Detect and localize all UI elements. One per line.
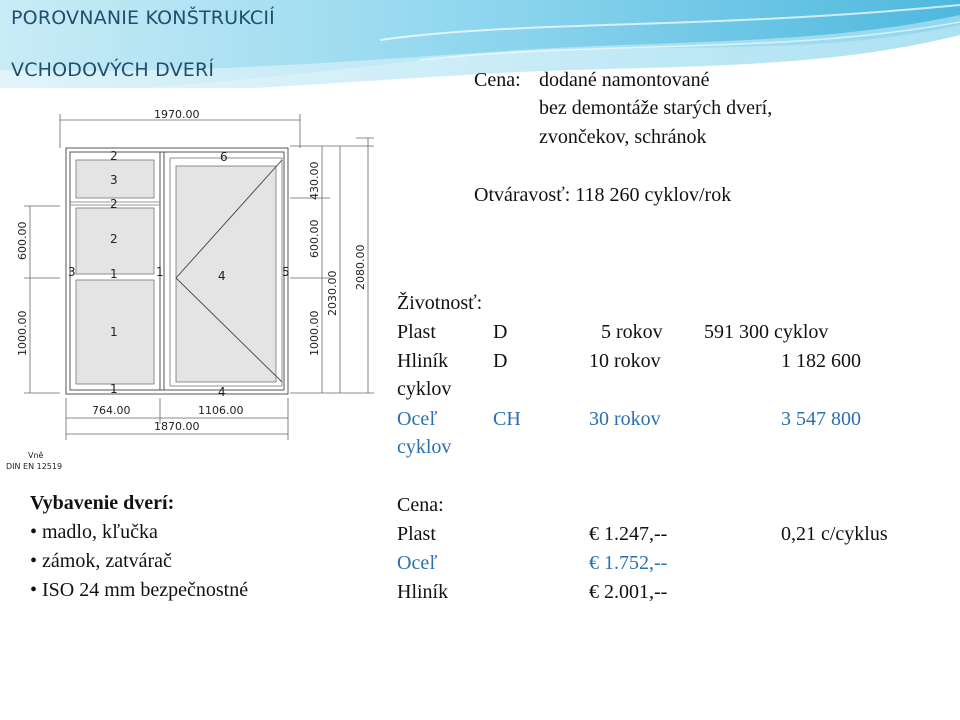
pane-label: 4 — [218, 269, 226, 283]
drawing-note: Vně — [28, 451, 44, 460]
cost-per-cycle: 0,21 c/cyklus — [781, 523, 888, 545]
cost-material: Hliník — [397, 581, 449, 603]
dim-right-600: 600.00 — [308, 219, 321, 258]
pane-label: 1 — [110, 267, 118, 281]
lifetime-material: Hliník — [397, 350, 449, 372]
equipment-item: • madlo, kľučka — [30, 521, 158, 543]
pane-label: 2 — [110, 232, 118, 246]
pane-label: 1 — [156, 265, 164, 279]
price-note-line1: dodané namontované — [539, 69, 710, 91]
dim-left-width: 764.00 — [92, 404, 131, 417]
lifetime-material: Oceľ — [397, 408, 438, 430]
cost-material: Plast — [397, 523, 436, 545]
price-label: Cena: — [474, 69, 521, 91]
pane-label: 2 — [110, 197, 118, 211]
dim-right-430: 430.00 — [308, 161, 321, 200]
cost-heading: Cena: — [397, 494, 444, 516]
lifetime-years: 5 rokov — [601, 321, 663, 343]
cost-price: € 1.247,-- — [589, 523, 668, 545]
pane-label: 6 — [220, 150, 228, 164]
pane-label: 2 — [110, 149, 118, 163]
pane-label: 1 — [110, 325, 118, 339]
equipment-heading: Vybavenie dverí: — [30, 492, 175, 514]
price-note-line3: zvončekov, schránok — [539, 126, 707, 148]
cost-price: € 1.752,-- — [589, 552, 668, 574]
lifetime-code: D — [493, 350, 508, 372]
lifetime-cycles: 3 547 800 — [781, 408, 861, 430]
lifetime-cycles-wrap: cyklov — [397, 378, 452, 400]
pane-label: 3 — [110, 173, 118, 187]
lifetime-cycles: 1 182 600 — [781, 350, 861, 372]
dim-right-1000: 1000.00 — [308, 310, 321, 356]
lifetime-years: 10 rokov — [589, 350, 661, 372]
lifetime-heading: Životnosť: — [397, 292, 483, 314]
price-note-line2: bez demontáže starých dverí, — [539, 97, 773, 119]
dim-right-width: 1106.00 — [198, 404, 244, 417]
pane-label: 5 — [282, 265, 290, 279]
cost-material: Oceľ — [397, 552, 438, 574]
slide-title-line1: POROVNANIE KONŠTRUKCIÍ — [11, 7, 275, 29]
lifetime-years: 30 rokov — [589, 408, 661, 430]
door-technical-drawing — [0, 88, 382, 475]
lifetime-code: D — [493, 321, 508, 343]
dim-left-upper: 600.00 — [16, 221, 29, 260]
equipment-item: • ISO 24 mm bezpečnostné — [30, 579, 249, 601]
cost-price: € 2.001,-- — [589, 581, 668, 603]
dim-left-lower: 1000.00 — [16, 310, 29, 356]
pane-label: 1 — [110, 382, 118, 396]
dim-bottom: 1870.00 — [154, 420, 200, 433]
dim-2080: 2080.00 — [354, 244, 367, 290]
lifetime-cycles-wrap: cyklov — [397, 436, 452, 458]
dim-2030: 2030.00 — [326, 270, 339, 316]
slide-title-line2: VCHODOVÝCH DVERÍ — [11, 59, 215, 81]
lifetime-code: CH — [493, 408, 521, 430]
pane-label: 3 — [68, 265, 76, 279]
dim-top: 1970.00 — [154, 108, 200, 121]
equipment-item: • zámok, zatvárač — [30, 550, 172, 572]
pane-label: 4 — [218, 385, 226, 399]
lifetime-cycles: 591 300 cyklov — [704, 321, 829, 343]
opening-frequency: Otváravosť: 118 260 cyklov/rok — [474, 184, 732, 206]
lifetime-material: Plast — [397, 321, 436, 343]
drawing-standard: DIN EN 12519 — [6, 462, 63, 471]
